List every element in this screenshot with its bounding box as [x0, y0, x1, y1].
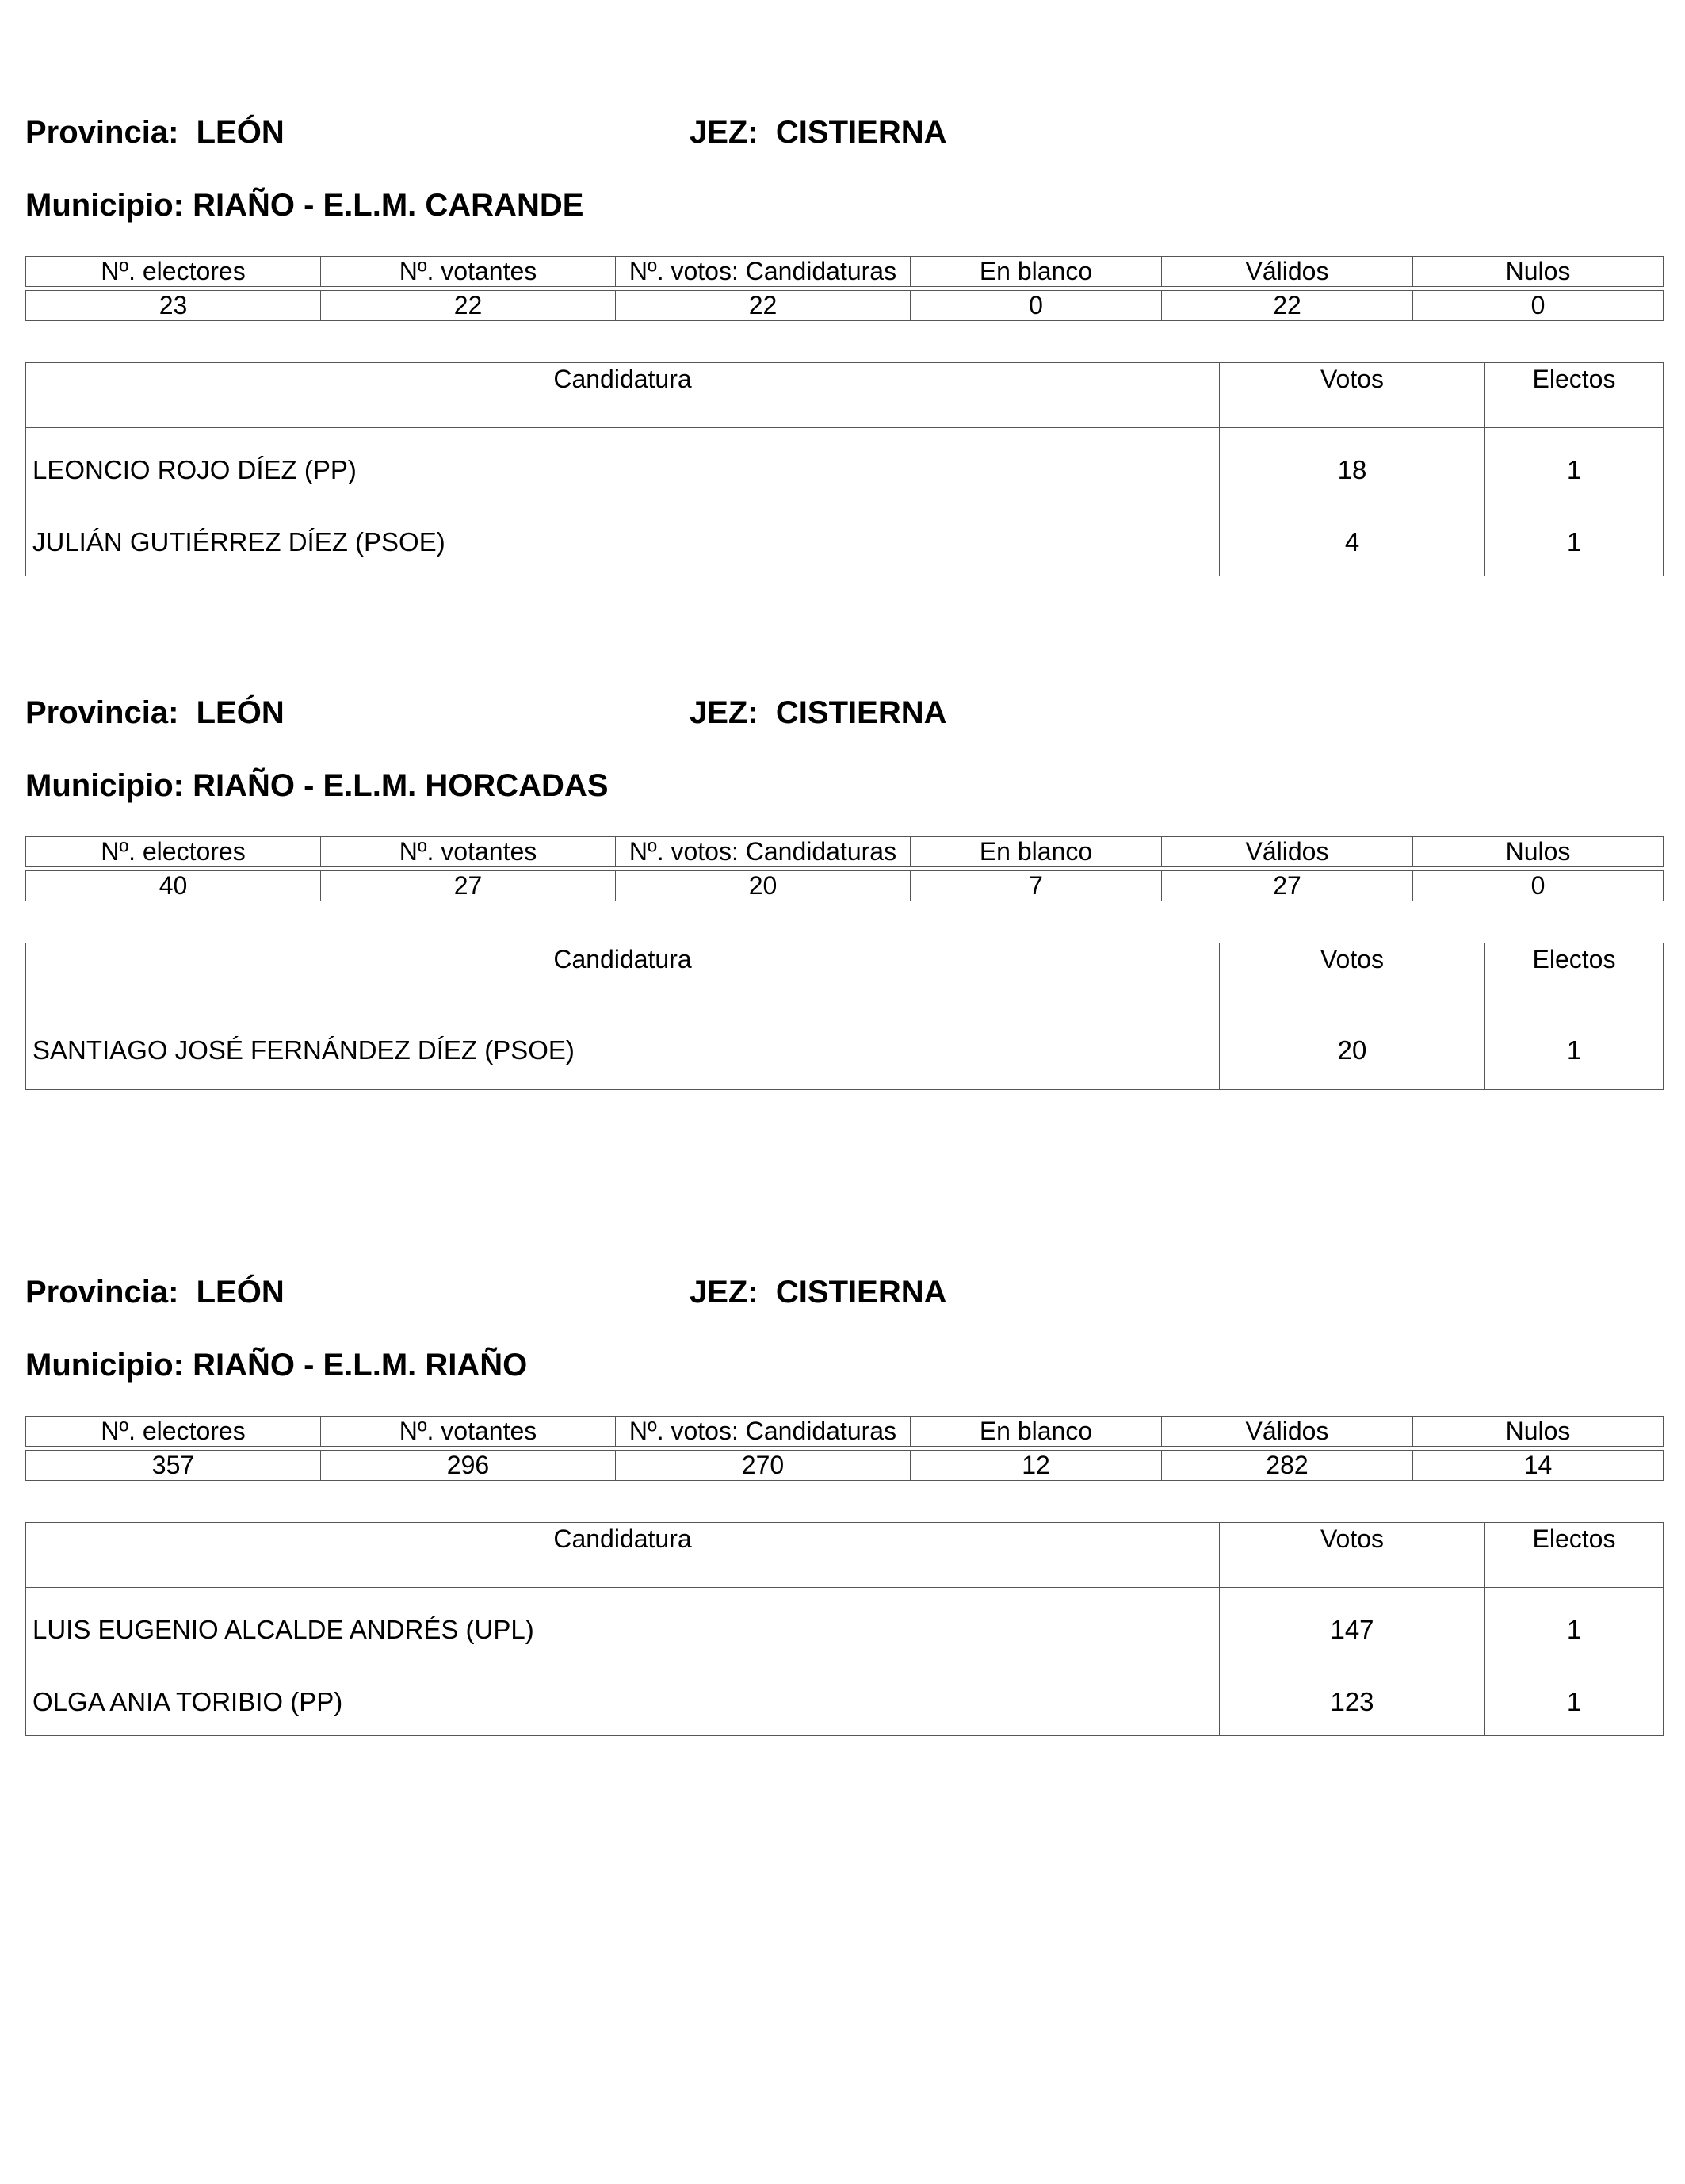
electos-header: Electos: [1485, 943, 1664, 1008]
header-line: [25, 115, 1663, 159]
stat-value: 27: [321, 871, 616, 901]
candidates-table: [25, 1522, 1664, 1736]
stat-value: 22: [1162, 291, 1413, 321]
stat-header: Válidos: [1162, 1417, 1413, 1447]
provincia-label: Provincia: LEÓN: [25, 115, 285, 150]
jez-label: JEZ: CISTIERNA: [690, 115, 947, 150]
jez-label: JEZ: CISTIERNA: [690, 695, 947, 730]
candidate-votos: 123: [1220, 1669, 1485, 1736]
header-line: [25, 1275, 1663, 1319]
stats-value-row: [26, 291, 1664, 321]
stats-table: [25, 836, 1664, 901]
provincia-label: Provincia: LEÓN: [25, 695, 285, 730]
stat-value: 296: [321, 1451, 616, 1481]
table-row: [26, 1669, 1664, 1736]
stat-value: 0: [911, 291, 1162, 321]
candidate-name: OLGA ANIA TORIBIO (PP): [26, 1669, 1220, 1736]
stat-header: Nº. votantes: [321, 1417, 616, 1447]
stat-header: Nº. votantes: [321, 837, 616, 867]
stat-header: Nulos: [1413, 1417, 1664, 1447]
candidate-electos: 1: [1485, 428, 1664, 510]
jez-label: JEZ: CISTIERNA: [690, 1275, 947, 1310]
candidates-header-row: [26, 943, 1664, 1008]
candidates-table: [25, 943, 1664, 1090]
stat-header: Nº. votos: Candidaturas: [616, 1417, 911, 1447]
stats-header-row: [26, 1417, 1664, 1447]
candidate-name: LUIS EUGENIO ALCALDE ANDRÉS (UPL): [26, 1588, 1220, 1670]
stat-value: 22: [321, 291, 616, 321]
table-row: [26, 1588, 1664, 1670]
municipio-label: Municipio: RIAÑO - E.L.M. RIAÑO: [25, 1348, 528, 1383]
stat-header: En blanco: [911, 257, 1162, 287]
candidate-name: SANTIAGO JOSÉ FERNÁNDEZ DÍEZ (PSOE): [26, 1008, 1220, 1090]
stats-header-row: [26, 837, 1664, 867]
candidate-electos: 1: [1485, 1669, 1664, 1736]
stats-value-row: [26, 1451, 1664, 1481]
stat-value: 27: [1162, 871, 1413, 901]
stat-value: 22: [616, 291, 911, 321]
stat-header: En blanco: [911, 837, 1162, 867]
stat-header: Nº. votantes: [321, 257, 616, 287]
table-row: [26, 428, 1664, 510]
stat-value: 14: [1413, 1451, 1664, 1481]
stats-value-row: [26, 871, 1664, 901]
stat-value: 7: [911, 871, 1162, 901]
candidate-electos: 1: [1485, 1588, 1664, 1670]
candidates-table: [25, 362, 1664, 576]
candidates-header-row: [26, 1523, 1664, 1588]
candidates-header-row: [26, 363, 1664, 428]
section-carande: [25, 115, 1663, 557]
stat-value: 0: [1413, 291, 1664, 321]
stat-header: Nulos: [1413, 837, 1664, 867]
candidatura-header: Candidatura: [26, 363, 1220, 428]
electos-header: Electos: [1485, 1523, 1664, 1588]
stat-value: 20: [616, 871, 911, 901]
stat-value: 40: [26, 871, 321, 901]
stat-value: 270: [616, 1451, 911, 1481]
stat-header: Nº. votos: Candidaturas: [616, 257, 911, 287]
stat-header: Válidos: [1162, 837, 1413, 867]
candidate-votos: 20: [1220, 1008, 1485, 1090]
stat-header: Válidos: [1162, 257, 1413, 287]
stats-table: [25, 1416, 1664, 1481]
candidate-name: LEONCIO ROJO DÍEZ (PP): [26, 428, 1220, 510]
votos-header: Votos: [1220, 943, 1485, 1008]
stat-header: Nº. electores: [26, 837, 321, 867]
stats-header-row: [26, 257, 1664, 287]
stat-value: 12: [911, 1451, 1162, 1481]
header-line: [25, 695, 1663, 740]
votos-header: Votos: [1220, 1523, 1485, 1588]
table-row: [26, 509, 1664, 576]
candidate-electos: 1: [1485, 509, 1664, 576]
votos-header: Votos: [1220, 363, 1485, 428]
stat-value: 23: [26, 291, 321, 321]
section-riano: [25, 1275, 1663, 1716]
stat-header: Nulos: [1413, 257, 1664, 287]
stat-header: Nº. electores: [26, 1417, 321, 1447]
candidate-electos: 1: [1485, 1008, 1664, 1090]
section-horcadas: [25, 695, 1663, 1065]
table-row: [26, 1008, 1664, 1090]
stat-value: 0: [1413, 871, 1664, 901]
stat-value: 357: [26, 1451, 321, 1481]
candidate-votos: 4: [1220, 509, 1485, 576]
stat-header: En blanco: [911, 1417, 1162, 1447]
candidatura-header: Candidatura: [26, 1523, 1220, 1588]
municipio-label: Municipio: RIAÑO - E.L.M. CARANDE: [25, 188, 584, 223]
electos-header: Electos: [1485, 363, 1664, 428]
municipio-label: Municipio: RIAÑO - E.L.M. HORCADAS: [25, 768, 609, 803]
stats-table: [25, 256, 1664, 321]
provincia-label: Provincia: LEÓN: [25, 1275, 285, 1310]
candidate-votos: 147: [1220, 1588, 1485, 1670]
candidatura-header: Candidatura: [26, 943, 1220, 1008]
stat-value: 282: [1162, 1451, 1413, 1481]
stat-header: Nº. votos: Candidaturas: [616, 837, 911, 867]
candidate-votos: 18: [1220, 428, 1485, 510]
stat-header: Nº. electores: [26, 257, 321, 287]
candidate-name: JULIÁN GUTIÉRREZ DÍEZ (PSOE): [26, 509, 1220, 576]
